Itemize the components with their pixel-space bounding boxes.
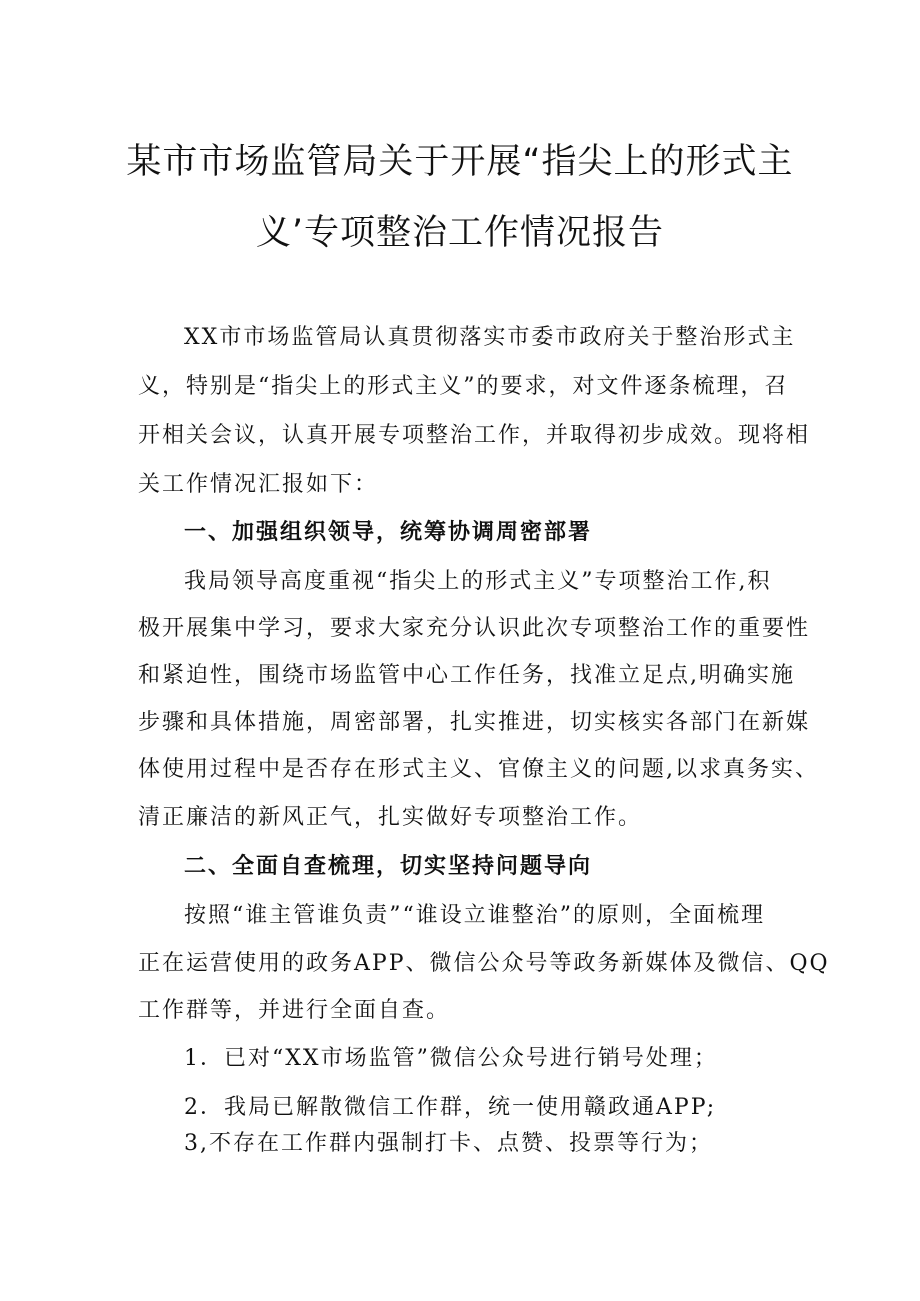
section-1-line: 体使用过程中是否存在形式主义、官僚主义的问题,以求真务实、 (138, 757, 819, 782)
document-title-line-1: 某市市场监管局关于开展“指尖上的形式主 (126, 142, 794, 182)
section-1-line: 我局领导高度重视“指尖上的形式主义”专项整治工作,积 (184, 569, 772, 594)
section-1-heading: 一、加强组织领导，统筹协调周密部署 (184, 520, 593, 545)
list-item: 2．我局已解散微信工作群，统一使用赣政通APP; (184, 1095, 717, 1120)
section-1-line: 步骤和具体措施，周密部署，扎实推进，切实核实各部门在新媒 (138, 710, 811, 735)
section-1-line: 清正廉洁的新风正气，扎实做好专项整治工作。 (138, 805, 643, 830)
section-2-line: 正在运营使用的政务APP、微信公众号等政务新媒体及微信、QQ (138, 951, 830, 976)
list-item: 1．已对“XX市场监管”微信公众号进行销号处理； (184, 1046, 718, 1071)
section-2-line: 工作群等，并进行全面自查。 (138, 998, 451, 1023)
intro-line: 义，特别是“指尖上的形式主义”的要求，对文件逐条梳理，召 (138, 374, 789, 399)
intro-line: 开相关会议，认真开展专项整治工作，并取得初步成效。现将相 (138, 423, 811, 448)
intro-line: XX市市场监管局认真贯彻落实市委市政府关于整治形式主 (184, 325, 796, 350)
section-2-heading: 二、全面自查梳理，切实坚持问题导向 (184, 854, 593, 879)
section-1-line: 和紧迫性，围绕市场监管中心工作任务，找准立足点,明确实施 (138, 663, 795, 688)
intro-line: 关工作情况汇报如下： (138, 472, 379, 497)
document-title-line-2: 义’专项整治工作情况报告 (255, 213, 665, 253)
section-1-line: 极开展集中学习，要求大家充分认识此次专项整治工作的重要性 (138, 616, 811, 641)
list-item: 3,不存在工作群内强制打卡、点赞、投票等行为； (184, 1131, 713, 1156)
section-2-line: 按照“谁主管谁负责”“谁设立谁整治”的原则，全面梳理 (184, 903, 765, 928)
